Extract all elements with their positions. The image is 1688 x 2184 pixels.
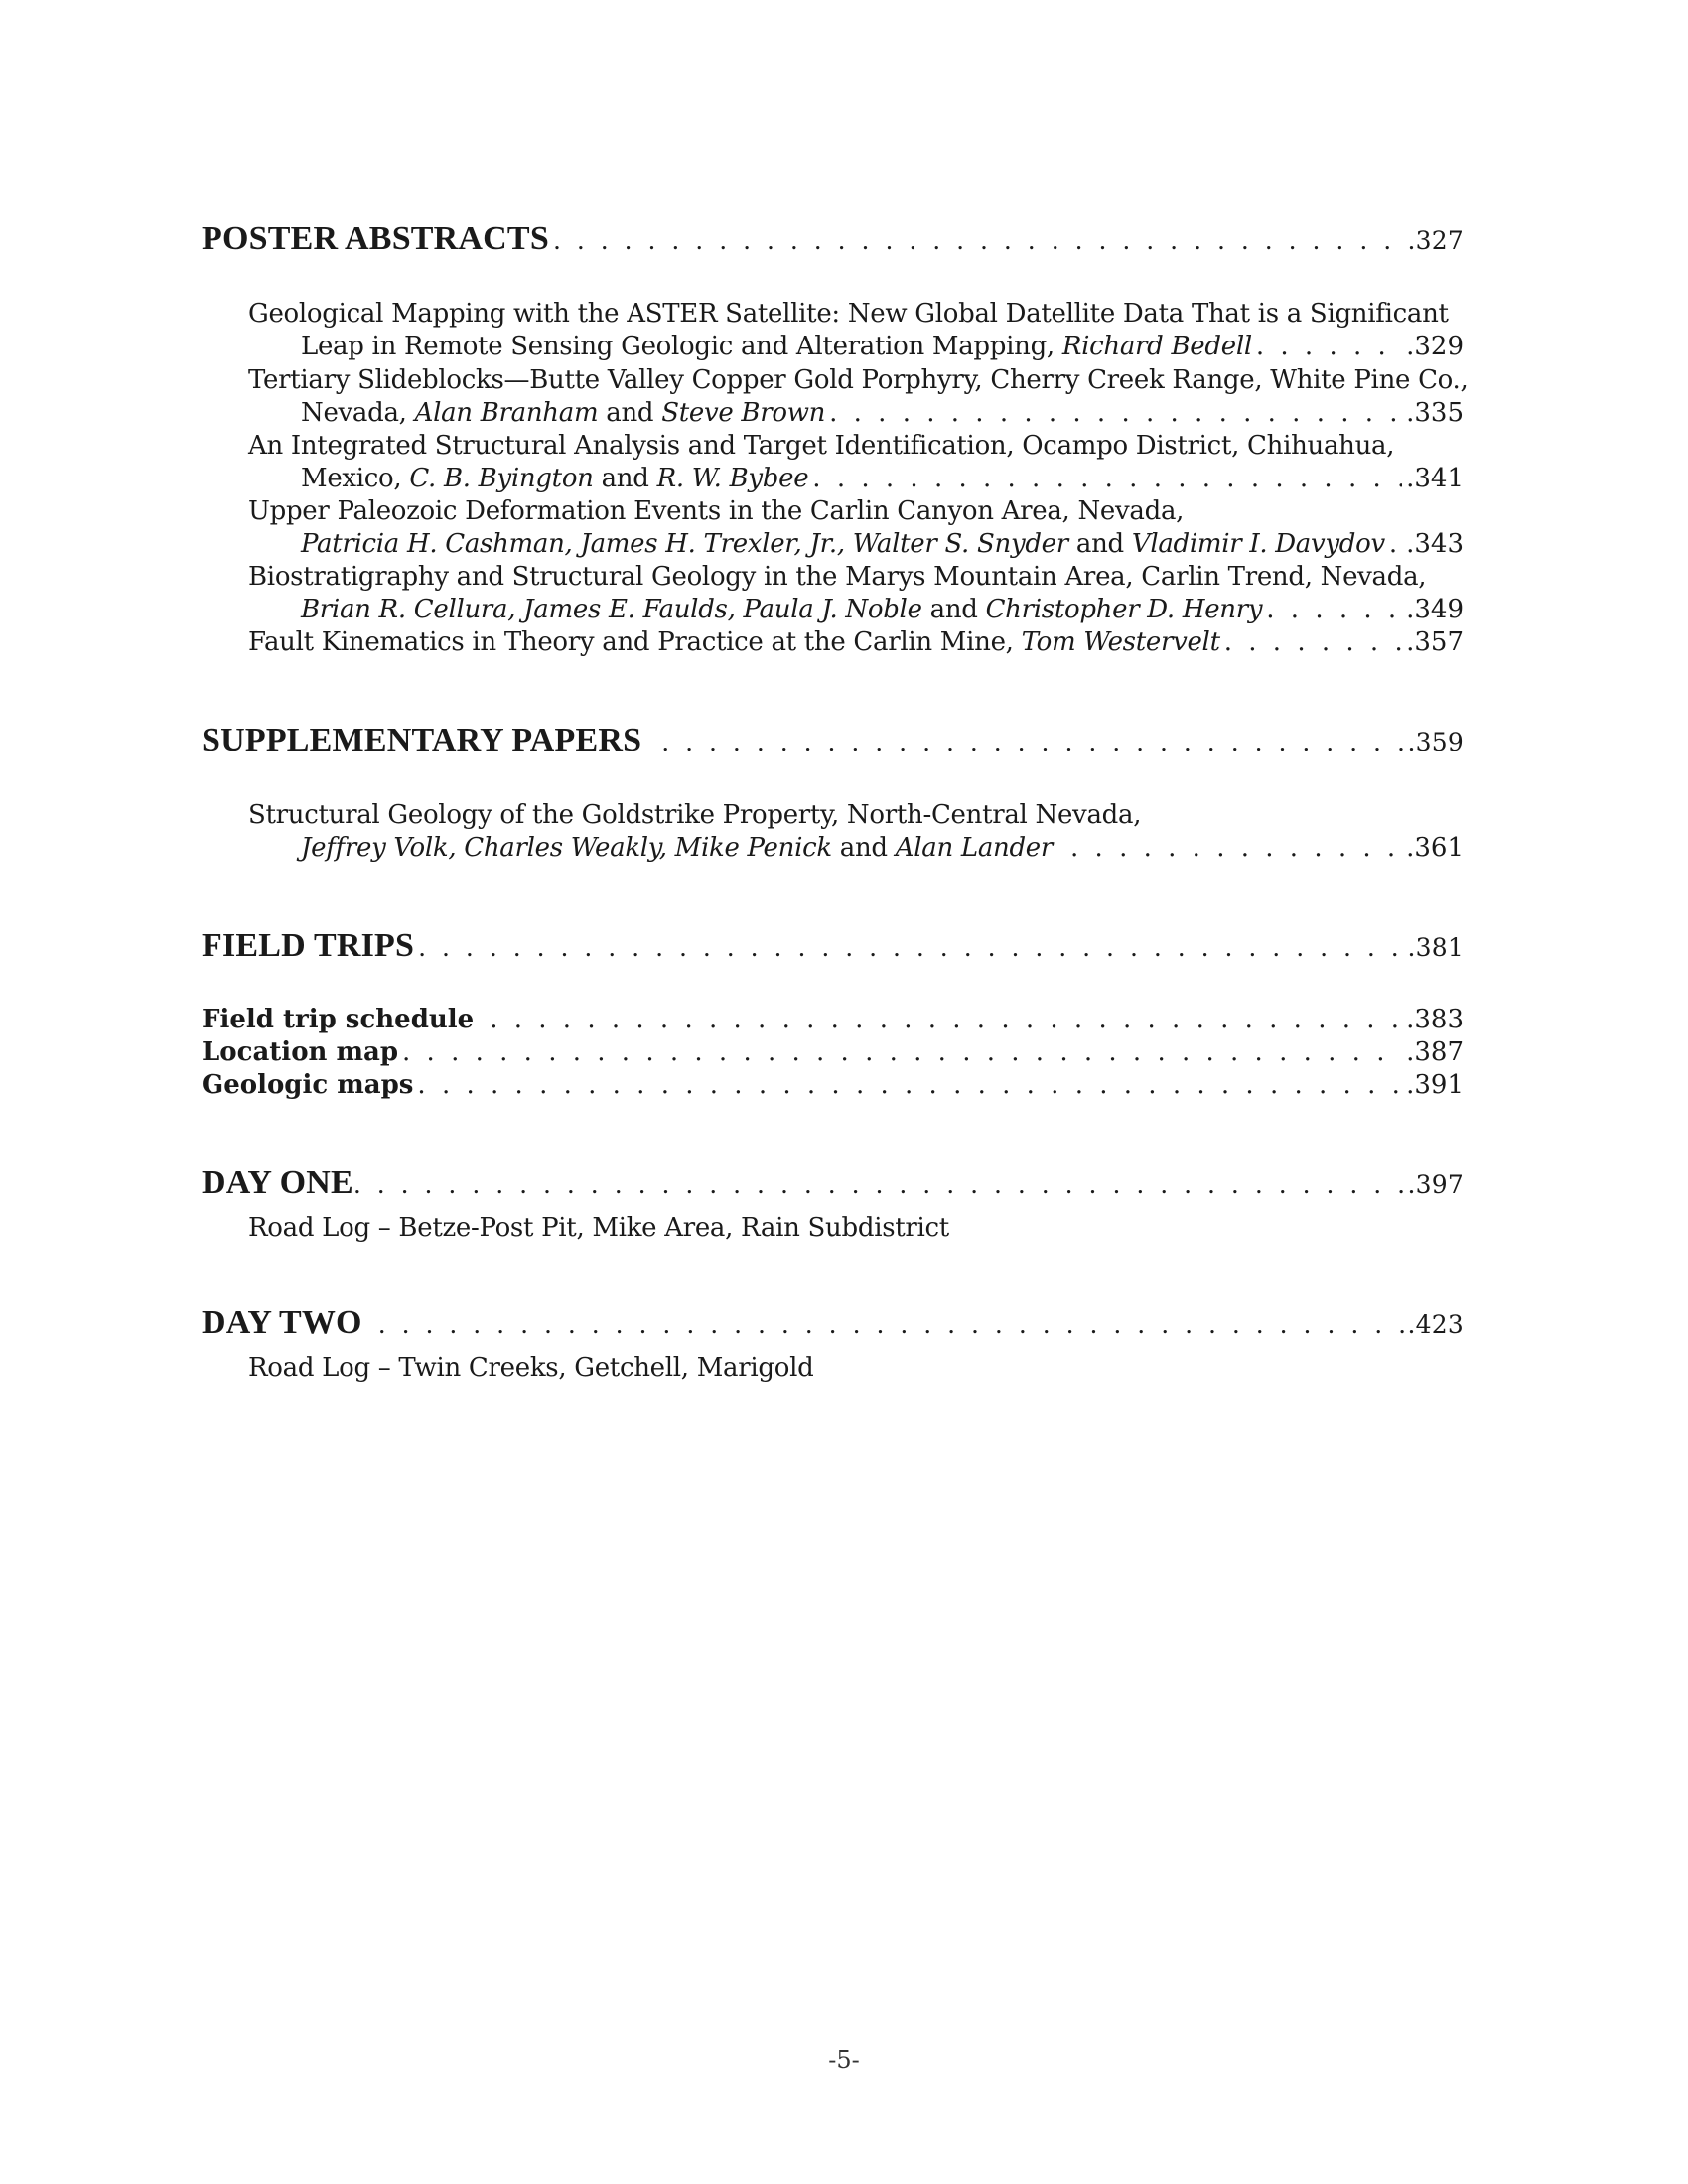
dot-leader — [1224, 627, 1402, 657]
toc-entry — [301, 464, 1464, 493]
section-title: DAY ONE — [202, 1164, 353, 1201]
page-number-footer: -5- — [828, 2046, 860, 2074]
entry-author: Alan Branham — [414, 398, 599, 428]
toc-entry-title-line: Structural Geology of the Goldstrike Property, North-Central Nevada, — [248, 800, 1142, 830]
toc-subentry: Road Log – Betze-Post Pit, Mike Area, Rain Subdistrict — [248, 1213, 949, 1243]
dot-leader — [829, 398, 1402, 428]
section-title: FIELD TRIPS — [202, 927, 415, 964]
entry-text: Brian R. Cellura, James E. Faulds, Paula J. Noble and Christopher D. Henry — [301, 595, 1263, 624]
entry-text: Nevada, Alan Branham and Steve Brown — [301, 398, 826, 428]
toc-entry — [301, 833, 1464, 863]
page-number: .359 — [1407, 728, 1464, 756]
toc-field-trip-item — [202, 1005, 1464, 1034]
entry-text: Jeffrey Volk, Charles Weakly, Mike Penick and Alan Lander — [301, 833, 1054, 863]
toc-heading-day-one — [202, 1164, 1464, 1202]
entry-author: Patricia H. Cashman, James H. Trexler, Jr., Walter S. Snyder — [301, 529, 1068, 559]
toc-entry — [301, 398, 1464, 428]
entry-author: Alan Lander — [895, 833, 1054, 863]
page-number: .357 — [1406, 627, 1464, 657]
page-number: .335 — [1406, 398, 1464, 428]
page-number: .349 — [1406, 595, 1464, 624]
dot-leader — [812, 464, 1402, 493]
toc-field-trip-item — [202, 1037, 1464, 1067]
toc-entry — [248, 627, 1464, 657]
dot-leader — [1389, 529, 1402, 559]
toc-entry-title-line: Tertiary Slideblocks—Butte Valley Copper Gold Porphyry, Cherry Creek Range, White Pine Co., — [248, 365, 1469, 395]
item-label: Field trip schedule — [202, 1005, 475, 1034]
item-label: Location map — [202, 1037, 399, 1067]
dot-leader — [353, 1170, 1404, 1199]
entry-text: Mexico, C. B. Byington and R. W. Bybee — [301, 464, 809, 493]
entry-author: Vladimir I. Davydov — [1131, 529, 1385, 559]
entry-text: Patricia H. Cashman, James H. Trexler, Jr., Walter S. Snyder and Vladimir I. Davydov — [301, 529, 1385, 559]
dot-leader — [490, 1005, 1402, 1034]
dot-leader — [378, 1310, 1404, 1339]
page-number: .387 — [1406, 1037, 1464, 1067]
dot-leader — [417, 1070, 1402, 1100]
entry-author: C. B. Byington — [409, 464, 594, 493]
toc-entry — [301, 332, 1464, 361]
dot-leader — [1256, 332, 1402, 361]
toc-subentry: Road Log – Twin Creeks, Getchell, Marigold — [248, 1353, 814, 1383]
entry-author: Christopher D. Henry — [985, 595, 1263, 624]
item-label: Geologic maps — [202, 1070, 414, 1100]
toc-entry — [301, 529, 1464, 559]
dot-leader — [402, 1037, 1402, 1067]
page-number: .361 — [1406, 833, 1464, 863]
entry-text: Leap in Remote Sensing Geologic and Alteration Mapping, Richard Bedell — [301, 332, 1252, 361]
toc-heading-supplementary-papers — [202, 722, 1464, 759]
toc-entry-title-line: An Integrated Structural Analysis and Target Identification, Ocampo District, Chihuahua, — [248, 431, 1395, 461]
section-title: POSTER ABSTRACTS — [202, 220, 549, 257]
dot-leader — [1266, 595, 1402, 624]
section-title: SUPPLEMENTARY PAPERS — [202, 722, 642, 758]
entry-author: Steve Brown — [661, 398, 826, 428]
toc-entry-title-line: Biostratigraphy and Structural Geology in the Marys Mountain Area, Carlin Trend, Nevada, — [248, 562, 1427, 592]
page-number: .327 — [1407, 226, 1464, 255]
page-number: .381 — [1407, 933, 1464, 962]
page-number: .343 — [1406, 529, 1464, 559]
page-number: .329 — [1406, 332, 1464, 361]
entry-author: Richard Bedell — [1061, 332, 1252, 361]
toc-entry-title-line: Geological Mapping with the ASTER Satellite: New Global Datellite Data That is a Significant — [248, 299, 1449, 329]
page-number: .423 — [1407, 1310, 1464, 1339]
dot-leader — [418, 933, 1403, 962]
toc-heading-field-trips — [202, 927, 1464, 965]
entry-author: Tom Westervelt — [1021, 627, 1220, 657]
toc-heading-day-two — [202, 1304, 1464, 1342]
entry-author: Brian R. Cellura, James E. Faulds, Paula J. Noble — [301, 595, 922, 624]
toc-heading-poster-abstracts — [202, 220, 1464, 258]
entry-author: R. W. Bybee — [656, 464, 809, 493]
entry-text: Fault Kinematics in Theory and Practice at the Carlin Mine, Tom Westervelt — [248, 627, 1220, 657]
page-number: .341 — [1406, 464, 1464, 493]
dot-leader — [661, 728, 1403, 756]
page-number: .383 — [1406, 1005, 1464, 1034]
entry-author: Jeffrey Volk, Charles Weakly, Mike Penick — [301, 833, 832, 863]
section-title: DAY TWO — [202, 1304, 362, 1341]
dot-leader — [553, 226, 1404, 255]
page-number: .397 — [1407, 1170, 1464, 1199]
toc-entry-title-line: Upper Paleozoic Deformation Events in the Carlin Canyon Area, Nevada, — [248, 496, 1185, 526]
toc-field-trip-item — [202, 1070, 1464, 1100]
dot-leader — [1070, 833, 1402, 863]
toc-entry — [301, 595, 1464, 624]
page-number: .391 — [1406, 1070, 1464, 1100]
